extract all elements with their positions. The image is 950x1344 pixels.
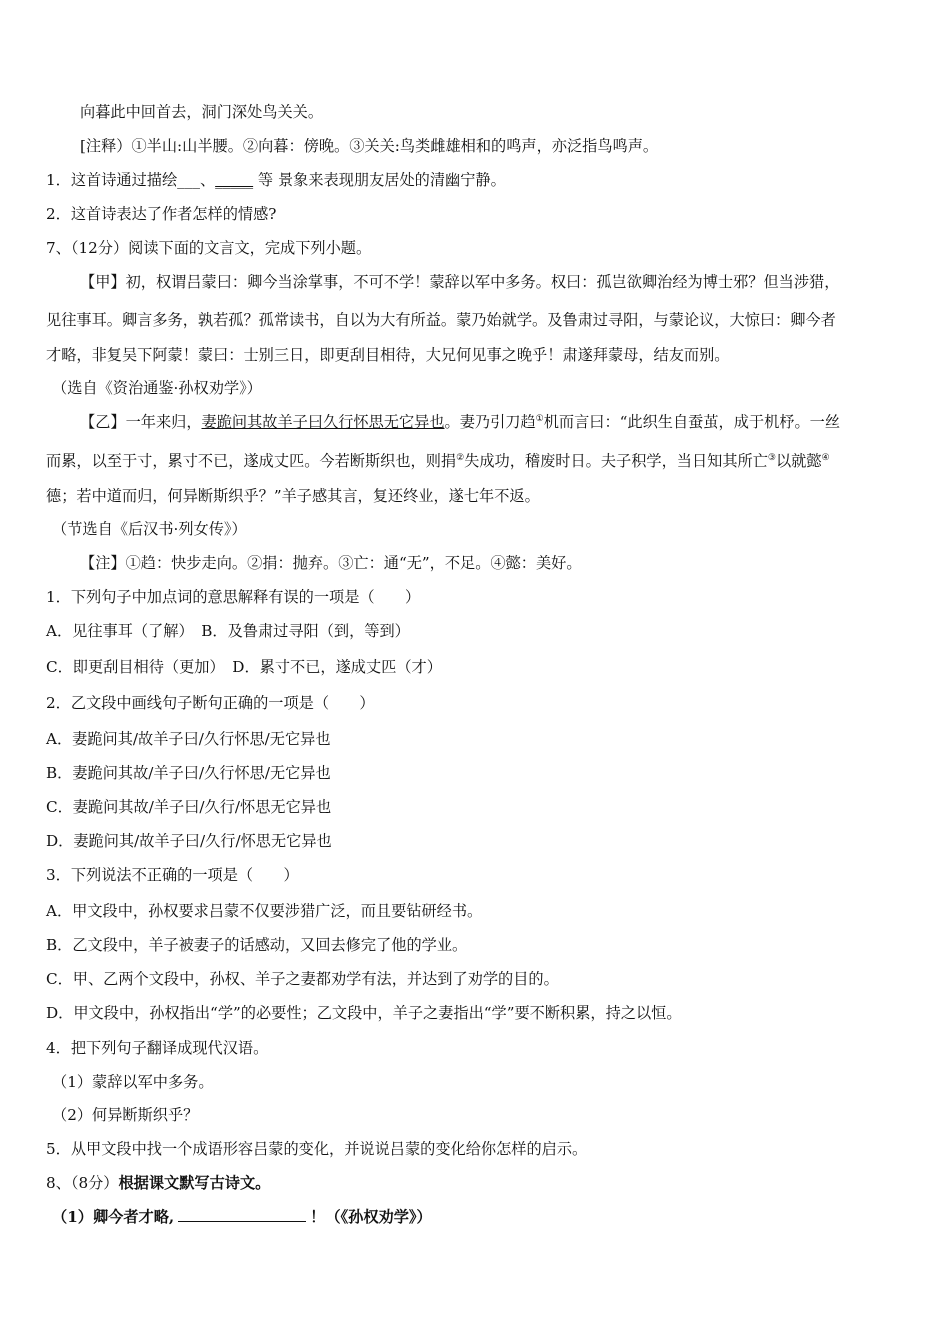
q8-item-1-pre: （1）卿今者才略, [52,1208,175,1226]
sub3-option-d: D．甲文段中，孙权指出“学”的必要性；乙文段中，羊子之妻指出“学”要不断积累，持之以恒。 [46,1004,682,1022]
note-marker-4: ④ [821,452,830,463]
sub4-stem: 4．把下列句子翻译成现代汉语。 [46,1039,269,1057]
poem-notes: [注释）①半山:山半腰。②向暮：傍晚。③关关:鸟类雌雄相和的鸣声，亦泛指鸟鸣声。 [80,137,659,155]
yi-passage-line-3: 德；若中道而归，何异断斯织乎？”羊子感其言，复还终业，遂七年不返。 [46,487,540,505]
sub3-option-c: C．甲、乙两个文段中，孙权、羊子之妻都劝学有法，并达到了劝学的目的。 [46,970,559,988]
yi-source: （节选自《后汉书·列女传》） [52,520,247,538]
jia-passage-line-3: 才略，非复吴下阿蒙！蒙曰：士别三日，即更刮目相待，大兄何见事之晚乎！肃遂拜蒙母，结友而别。 [46,346,730,364]
sub1-stem: 1．下列句子中加点词的意思解释有误的一项是（ ） [46,588,421,606]
yi-l2-mid: 失成功，稽废时日。夫子积学，当日知其所亡 [464,452,768,470]
yi-passage-line-2 [46,451,830,471]
q6-item-1 [46,170,506,190]
sub2-option-b: B．妻跪问其故/羊子曰/久行怀思/无它异也 [46,764,331,782]
note-marker-2: ② [456,452,465,463]
yi-l1-mid: 。妻乃引刀趋 [444,413,536,431]
q8-header-score: 8、（8分） [46,1174,119,1192]
q7-header: 7、（12分）阅读下面的文言文，完成下列小题。 [46,239,372,257]
jia-passage-line-2: 见往事耳。卿言多务，孰若孤？孤常读书，自以为大有所益。蒙乃始就学。及鲁肃过寻阳，与蒙论议，大惊曰：卿今者 [46,311,836,329]
q8-item-1-post: ！（《孙权劝学》） [310,1208,432,1226]
poem-last-line: 向暮此中回首去，洞门深处鸟关关。 [80,103,323,121]
q8-item-1 [52,1207,432,1227]
sub3-option-a: A．甲文段中，孙权要求吕蒙不仅要涉猎广泛，而且要钻研经书。 [46,902,483,920]
sub2-stem: 2．乙文段中画线句子断句正确的一项是（ ） [46,694,375,712]
q8-header-instruction: 根据课文默写古诗文。 [118,1174,271,1192]
q6-item-1-blank: _____ [215,171,254,189]
sub3-stem: 3．下列说法不正确的一项是（ ） [46,866,299,884]
yi-l2-pre: 而累，以至于寸，累寸不已，遂成丈匹。今若断斯织也，则捐 [46,452,457,470]
yi-l1-pre: 【乙】一年来归， [80,413,202,431]
q6-item-1-post: 等 景象来表现朋友居处的清幽宁静。 [253,171,506,189]
q8-header [46,1173,270,1193]
sub4-item-1: （1）蒙辞以军中多务。 [52,1073,214,1091]
yi-underlined-sentence: 妻跪问其故羊子曰久行怀思无它异也 [201,413,445,431]
sub3-option-b: B．乙文段中，羊子被妻子的话感动，又回去修完了他的学业。 [46,936,468,954]
sub1-options-cd: C．即更刮目相待（更加） D．累寸不已，遂成丈匹（才） [46,658,442,676]
q8-item-1-answer-blank[interactable] [178,1207,306,1222]
sub5: 5．从甲文段中找一个成语形容吕蒙的变化，并说说吕蒙的变化给你怎样的启示。 [46,1140,588,1158]
jia-source: （选自《资治通鉴·孙权劝学》） [52,379,262,397]
yi-l1-post: 机而言曰：“此织生自蚕茧，成于机杼。一丝 [543,413,841,431]
yi-l2-mid2: 以就懿 [775,452,822,470]
sub2-option-a: A．妻跪问其/故羊子曰/久行怀思/无它异也 [46,730,331,748]
note-marker-3: ③ [767,452,776,463]
q6-item-1-pre: 1．这首诗通过描绘___、 [46,171,216,189]
sub1-options-ab: A．见往事耳（了解） B．及鲁肃过寻阳（到，等到） [46,622,410,640]
sub4-item-2: （2）何异断斯织乎？ [52,1106,199,1124]
q6-item-2: 2．这首诗表达了作者怎样的情感? [46,205,277,223]
sub2-option-c: C．妻跪问其故/羊子曰/久行/怀思无它异也 [46,798,332,816]
sub2-option-d: D．妻跪问其/故羊子曰/久行/怀思无它异也 [46,832,332,850]
note-marker-1: ① [535,413,544,424]
yi-passage-line-1 [80,412,840,432]
passage-notes: 【注】①趋：快步走向。②捐：抛弃。③亡：通“无”，不足。④懿：美好。 [80,554,582,572]
jia-passage-line-1: 【甲】初，权谓吕蒙曰：卿今当涂掌事，不可不学！蒙辞以军中多务。权曰：孤岂欲卿治经为博士邪？但当涉猎， [80,273,840,291]
